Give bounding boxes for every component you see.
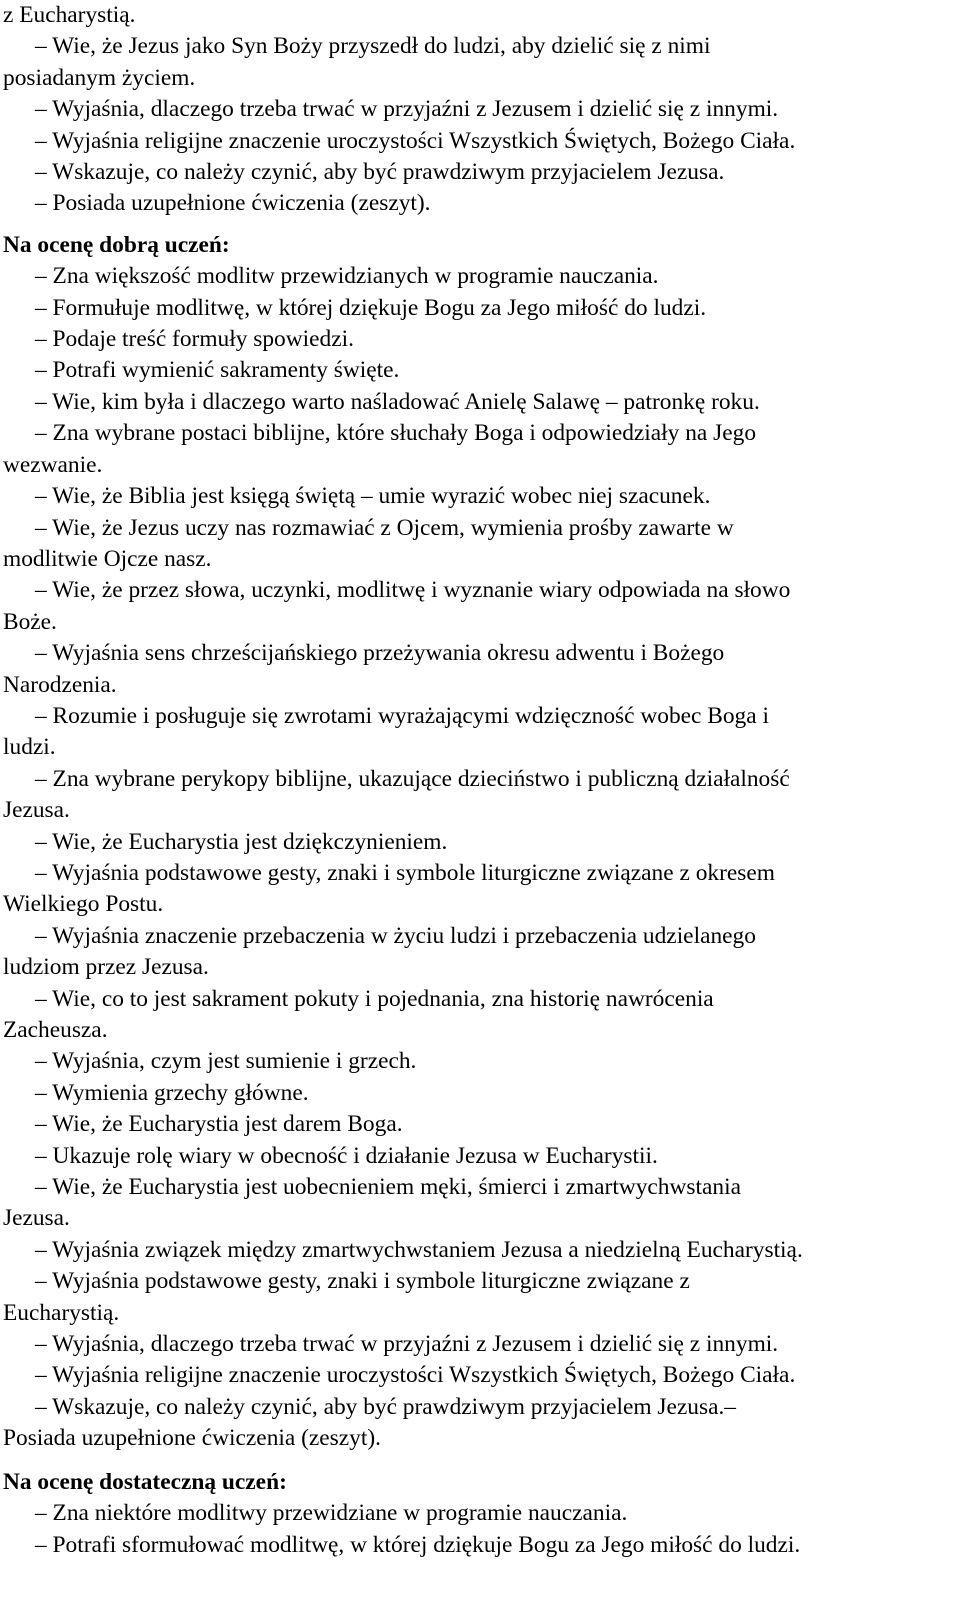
list-item: – Zna większość modlitw przewidzianych w programie nauczania. [35,263,659,290]
list-item: – Wie, że Eucharystia jest darem Boga. [35,1111,403,1138]
section-heading-sufficient: Na ocenę dostateczną uczeń: [3,1468,287,1495]
text-line: Wielkiego Postu. [3,891,164,918]
list-item: – Potrafi wymienić sakramenty święte. [35,357,400,384]
list-item: – Posiada uzupełnione ćwiczenia (zeszyt). [35,190,431,217]
list-item: – Wskazuje, co należy czynić, aby być prawdziwym przyjacielem Jezusa.– [35,1393,736,1420]
text-line: Jezusa. [3,1205,70,1232]
list-item: – Wyjaśnia, dlaczego trzeba trwać w przyjaźni z Jezusem i dzielić się z innymi. [35,1331,779,1358]
list-item: – Wie, co to jest sakrament pokuty i pojednania, zna historię nawrócenia [35,985,714,1012]
text-line: Eucharystią. [3,1299,120,1326]
section-heading-good: Na ocenę dobrą uczeń: [3,231,230,258]
list-item: – Podaje treść formuły spowiedzi. [35,326,354,353]
list-item: – Formułuje modlitwę, w której dziękuje Bogu za Jego miłość do ludzi. [35,294,707,321]
list-item: – Wie, że Eucharystia jest uobecnieniem męki, śmierci i zmartwychwstania [35,1174,741,1201]
list-item: – Zna wybrane perykopy biblijne, ukazujące dzieciństwo i publiczną działalność [35,765,790,792]
list-item: – Wyjaśnia sens chrześcijańskiego przeżywania okresu adwentu i Bożego [35,640,725,667]
list-item: – Wie, że przez słowa, uczynki, modlitwę i wyznanie wiary odpowiada na słowo [35,577,791,604]
list-item: – Wyjaśnia religijne znaczenie uroczystości Wszystkich Świętych, Bożego Ciała. [35,127,796,154]
list-item: – Wyjaśnia podstawowe gesty, znaki i symbole liturgiczne związane z okresem [35,859,775,886]
list-item: – Wie, kim była i dlaczego warto naśladować Anielę Salawę – patronkę roku. [35,388,760,415]
text-line: Zacheusza. [3,1017,108,1043]
text-line: Posiada uzupełnione ćwiczenia (zeszyt). [3,1425,381,1452]
text-line: Jezusa. [3,797,70,824]
text-line: ludzi. [3,734,56,761]
list-item: – Potrafi sformułować modlitwę, w której dziękuje Bogu za Jego miłość do ludzi. [35,1531,801,1558]
list-item: – Wyjaśnia religijne znaczenie uroczystości Wszystkich Świętych, Bożego Ciała. [35,1362,796,1389]
text-line: posiadanym życiem. [3,64,196,91]
list-item: – Ukazuje rolę wiary w obecność i działanie Jezusa w Eucharystii. [35,1142,658,1169]
text-line: wezwanie. [3,451,103,478]
list-item: – Wymienia grzechy główne. [35,1079,309,1106]
list-item: – Rozumie i posługuje się zwrotami wyrażającymi wdzięczność wobec Boga i [35,702,769,729]
list-item: – Wie, że Jezus jako Syn Boży przyszedł do ludzi, aby dzielić się z nimi [35,33,711,60]
list-item: – Wskazuje, co należy czynić, aby być prawdziwym przyjacielem Jezusa. [35,159,725,186]
text-line: ludziom przez Jezusa. [3,954,209,981]
list-item: – Zna niektóre modlitwy przewidziane w programie nauczania. [35,1500,628,1527]
text-line: z Eucharystią. [3,2,136,28]
list-item: – Wie, że Eucharystia jest dziękczynieniem. [35,828,448,855]
list-item: – Wyjaśnia związek między zmartwychwstaniem Jezusa a niedzielną Eucharystią. [35,1236,803,1263]
list-item: – Wyjaśnia znaczenie przebaczenia w życiu ludzi i przebaczenia udzielanego [35,922,756,949]
list-item: – Wyjaśnia podstawowe gesty, znaki i symbole liturgiczne związane z [35,1268,690,1295]
text-line: Narodzenia. [3,671,117,698]
list-item: – Wyjaśnia, czym jest sumienie i grzech. [35,1048,417,1075]
text-line: modlitwie Ojcze nasz. [3,545,212,572]
list-item: – Zna wybrane postaci biblijne, które słuchały Boga i odpowiedziały na Jego [35,420,757,447]
list-item: – Wie, że Biblia jest księgą świętą – umie wyrazić wobec niej szacunek. [35,483,711,510]
text-line: Boże. [3,608,57,635]
list-item: – Wie, że Jezus uczy nas rozmawiać z Ojcem, wymienia prośby zawarte w [35,514,734,541]
list-item: – Wyjaśnia, dlaczego trzeba trwać w przyjaźni z Jezusem i dzielić się z innymi. [35,96,779,123]
